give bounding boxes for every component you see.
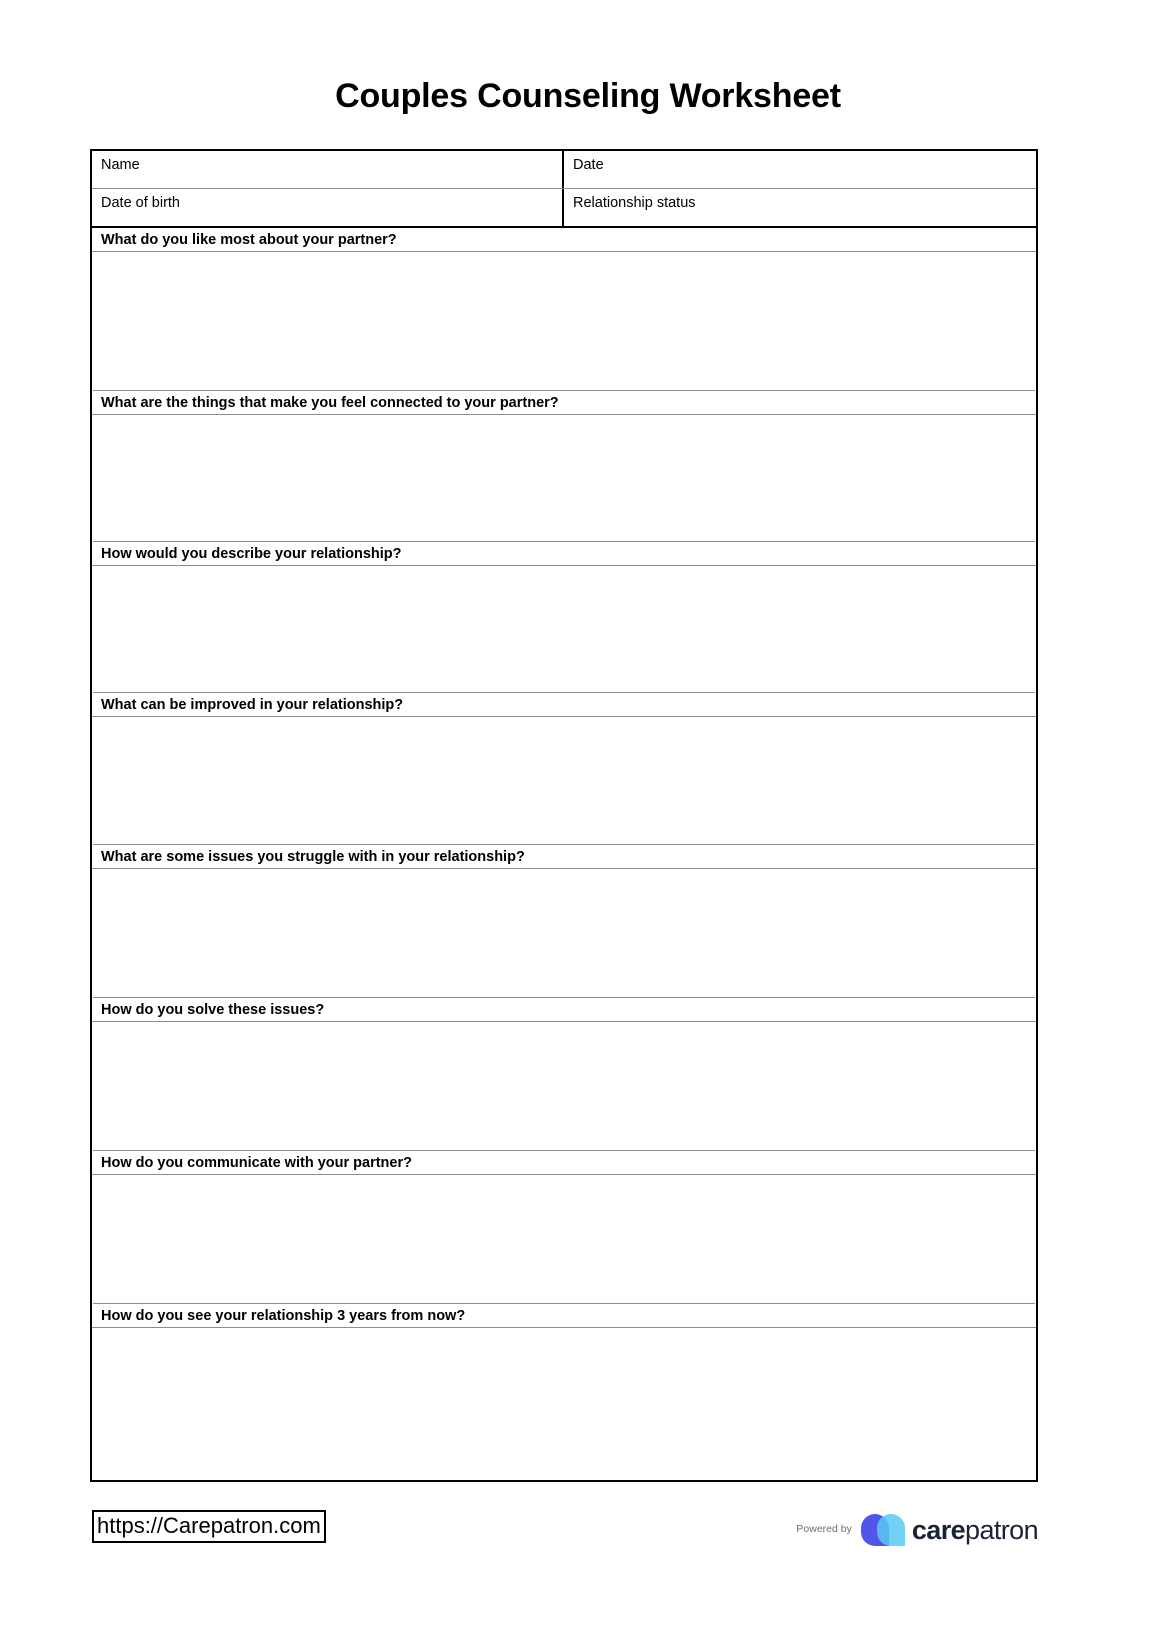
answer-area[interactable] <box>93 415 1035 542</box>
page-title: Couples Counseling Worksheet <box>335 77 841 115</box>
question-block <box>92 1304 1036 1480</box>
header-row-2 <box>92 189 1036 226</box>
date-of-birth-field[interactable]: Date of birth <box>92 189 564 226</box>
question-block <box>92 998 1036 1151</box>
powered-by-label: Powered by <box>796 1523 852 1536</box>
brand-lockup <box>796 1514 1038 1546</box>
answer-area[interactable] <box>93 717 1035 845</box>
wordmark-care: care <box>911 1514 966 1545</box>
question-label: What do you like most about your partner? <box>92 228 1036 252</box>
question-block <box>92 693 1036 845</box>
question-label: How do you see your relationship 3 years from now? <box>92 1304 1036 1328</box>
wordmark-patron: patron <box>965 1514 1038 1545</box>
question-label: How do you communicate with your partner? <box>92 1151 1036 1175</box>
carepatron-wordmark <box>911 1514 1038 1545</box>
header-field-grid <box>92 151 1036 228</box>
question-block <box>92 228 1036 391</box>
footer <box>90 1508 1038 1564</box>
answer-area[interactable] <box>93 566 1035 693</box>
answer-area[interactable] <box>93 1022 1035 1151</box>
question-label: What are the things that make you feel connected to your partner? <box>92 391 1036 415</box>
question-label: What are some issues you struggle with in your relationship? <box>92 845 1036 869</box>
worksheet-table <box>90 149 1038 1482</box>
question-label: What can be improved in your relationship? <box>92 693 1036 717</box>
carepatron-logo <box>861 1514 1038 1546</box>
answer-area[interactable] <box>93 1328 1035 1480</box>
question-block <box>92 845 1036 998</box>
question-label: How would you describe your relationship? <box>92 542 1036 566</box>
header-row-1 <box>92 151 1036 189</box>
answer-area[interactable] <box>93 1175 1035 1304</box>
question-block <box>92 1151 1036 1304</box>
name-field[interactable]: Name <box>92 151 564 188</box>
carepatron-logo-icon <box>861 1514 905 1546</box>
answer-area[interactable] <box>93 252 1035 391</box>
date-field[interactable]: Date <box>573 157 604 174</box>
carepatron-website-link[interactable]: https://Carepatron.com <box>92 1510 326 1543</box>
question-label: How do you solve these issues? <box>92 998 1036 1022</box>
answer-area[interactable] <box>93 869 1035 998</box>
question-block <box>92 542 1036 693</box>
relationship-status-field[interactable]: Relationship status <box>573 195 696 212</box>
question-block <box>92 391 1036 542</box>
